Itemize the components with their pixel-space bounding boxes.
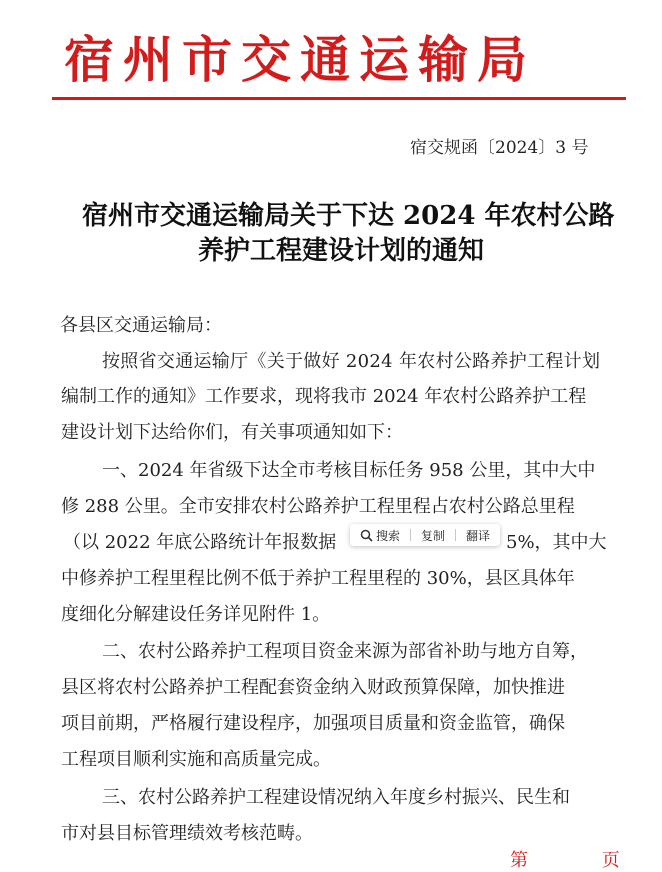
context-menu-divider xyxy=(455,529,456,541)
body-line-6a: （以 2022 年底公路统计年报数据 xyxy=(63,532,337,553)
selection-context-menu xyxy=(350,524,500,546)
body-line-14: 市对县目标管理绩效考核范畴。 xyxy=(61,823,313,844)
context-menu-copy-label: 复制 xyxy=(421,528,446,543)
context-menu-translate[interactable] xyxy=(462,527,494,544)
org-header-title: 宿州市交通运输局 xyxy=(64,30,536,89)
body-line-10: 县区将农村公路养护工程配套资金纳入财政预算保障，加快推进 xyxy=(61,677,565,698)
context-menu-search-label: 搜索 xyxy=(376,528,401,543)
context-menu-divider xyxy=(410,529,411,541)
body-line-8: 度细化分解建设任务详见附件 1。 xyxy=(61,604,331,625)
body-line-12: 工程项目顺利实施和高质量完成。 xyxy=(61,749,331,770)
body-line-2: 编制工作的通知》工作要求，现将我市 2024 年农村公路养护工程 xyxy=(61,386,587,407)
body-line-13: 三、农村公路养护工程建设情况纳入年度乡村振兴、民生和 xyxy=(102,787,570,808)
context-menu-translate-label: 翻译 xyxy=(466,528,491,543)
body-line-7: 中修养护工程里程比例不低于养护工程里程的 30%，县区具体年 xyxy=(61,568,575,589)
body-line-1: 按照省交通运输厅《关于做好 2024 年农村公路养护工程计划 xyxy=(102,351,601,372)
body-line-9: 二、农村公路养护工程项目资金来源为部省补助与地方自筹， xyxy=(102,641,588,662)
document-title-line-2: 养护工程建设计划的通知 xyxy=(198,236,485,266)
header-red-rule xyxy=(52,97,626,100)
page-number-footer: 第 页 xyxy=(510,850,654,871)
body-line-4: 一、2024 年省级下达全市考核目标任务 958 公里，其中大中 xyxy=(102,460,596,481)
context-menu-copy[interactable] xyxy=(417,527,449,544)
body-line-5: 修 288 公里。全市安排农村公路养护工程里程占农村公路总里程 xyxy=(61,496,575,517)
body-line-6b: 5%，其中大 xyxy=(506,532,607,553)
document-number: 宿交规函〔2024〕3 号 xyxy=(410,138,589,158)
body-line-3: 建设计划下达给你们，有关事项通知如下： xyxy=(61,422,403,443)
salutation: 各县区交通运输局： xyxy=(60,315,222,336)
document-title-line-1: 宿州市交通运输局关于下达 2024 年农村公路 xyxy=(82,201,615,231)
search-icon xyxy=(360,529,373,542)
body-line-11: 项目前期，严格履行建设程序，加强项目质量和资金监管，确保 xyxy=(61,713,565,734)
context-menu-search[interactable] xyxy=(356,527,404,544)
